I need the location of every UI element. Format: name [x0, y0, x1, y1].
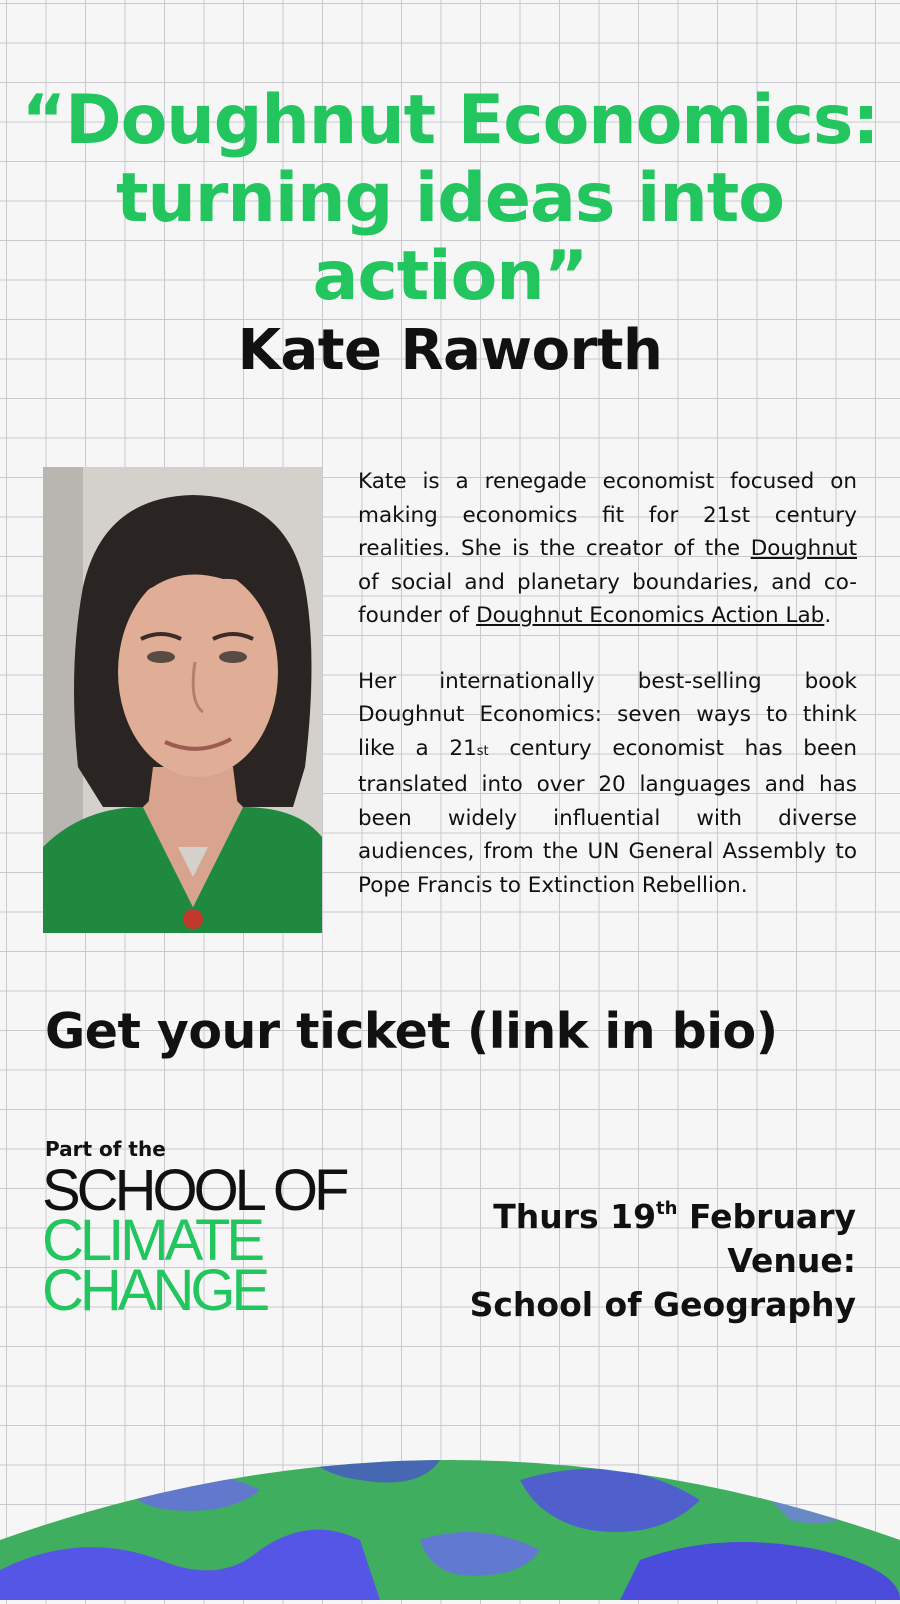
date-month: February	[677, 1197, 856, 1236]
bio-paragraph-2	[358, 665, 857, 903]
doughnut-link[interactable]: Doughnut	[750, 536, 857, 561]
ticket-call-to-action: Get your ticket (link in bio)	[45, 1003, 778, 1060]
bio-text: century economist has been translated into over 20 languages and has been widely influential with diverse audiences, from the UN General Assembly to Pope Francis to Extinction Rebellion.	[358, 735, 857, 898]
venue-label: Venue:	[727, 1241, 856, 1280]
event-title: “Doughnut Economics: turning ideas into action”	[21, 81, 879, 316]
globe-illustration	[0, 1420, 900, 1600]
action-lab-link[interactable]: Doughnut Economics Action Lab	[476, 603, 825, 628]
logo-line-1: SCHOOL OF	[42, 1158, 346, 1223]
speaker-bio	[358, 465, 857, 934]
bio-text: .	[824, 603, 832, 628]
event-details	[470, 1195, 856, 1327]
bio-text: of social and planetary boundaries, and co-founder of	[358, 569, 857, 628]
part-of-label: Part of the	[45, 1137, 166, 1161]
bio-text: Her internationally best-selling book Doughnut Economics: seven ways to think like a 21	[358, 668, 857, 761]
school-of-climate-change-logo	[42, 1158, 346, 1323]
bio-paragraph-1	[358, 465, 857, 633]
bio-text: Kate is a renegade economist focused on making economics fit for 21st century realities. She is the creator of the	[358, 469, 857, 561]
speaker-name: Kate Raworth	[237, 318, 663, 383]
logo-line-2: CLIMATE	[42, 1208, 262, 1273]
event-date	[470, 1195, 856, 1239]
logo-line-3: CHANGE	[42, 1258, 267, 1323]
ordinal-suffix: st	[476, 743, 489, 759]
date-ordinal: th	[656, 1198, 678, 1219]
venue-name: School of Geography	[469, 1285, 856, 1324]
speaker-photo	[43, 467, 322, 933]
date-text: Thurs 19	[493, 1197, 657, 1236]
